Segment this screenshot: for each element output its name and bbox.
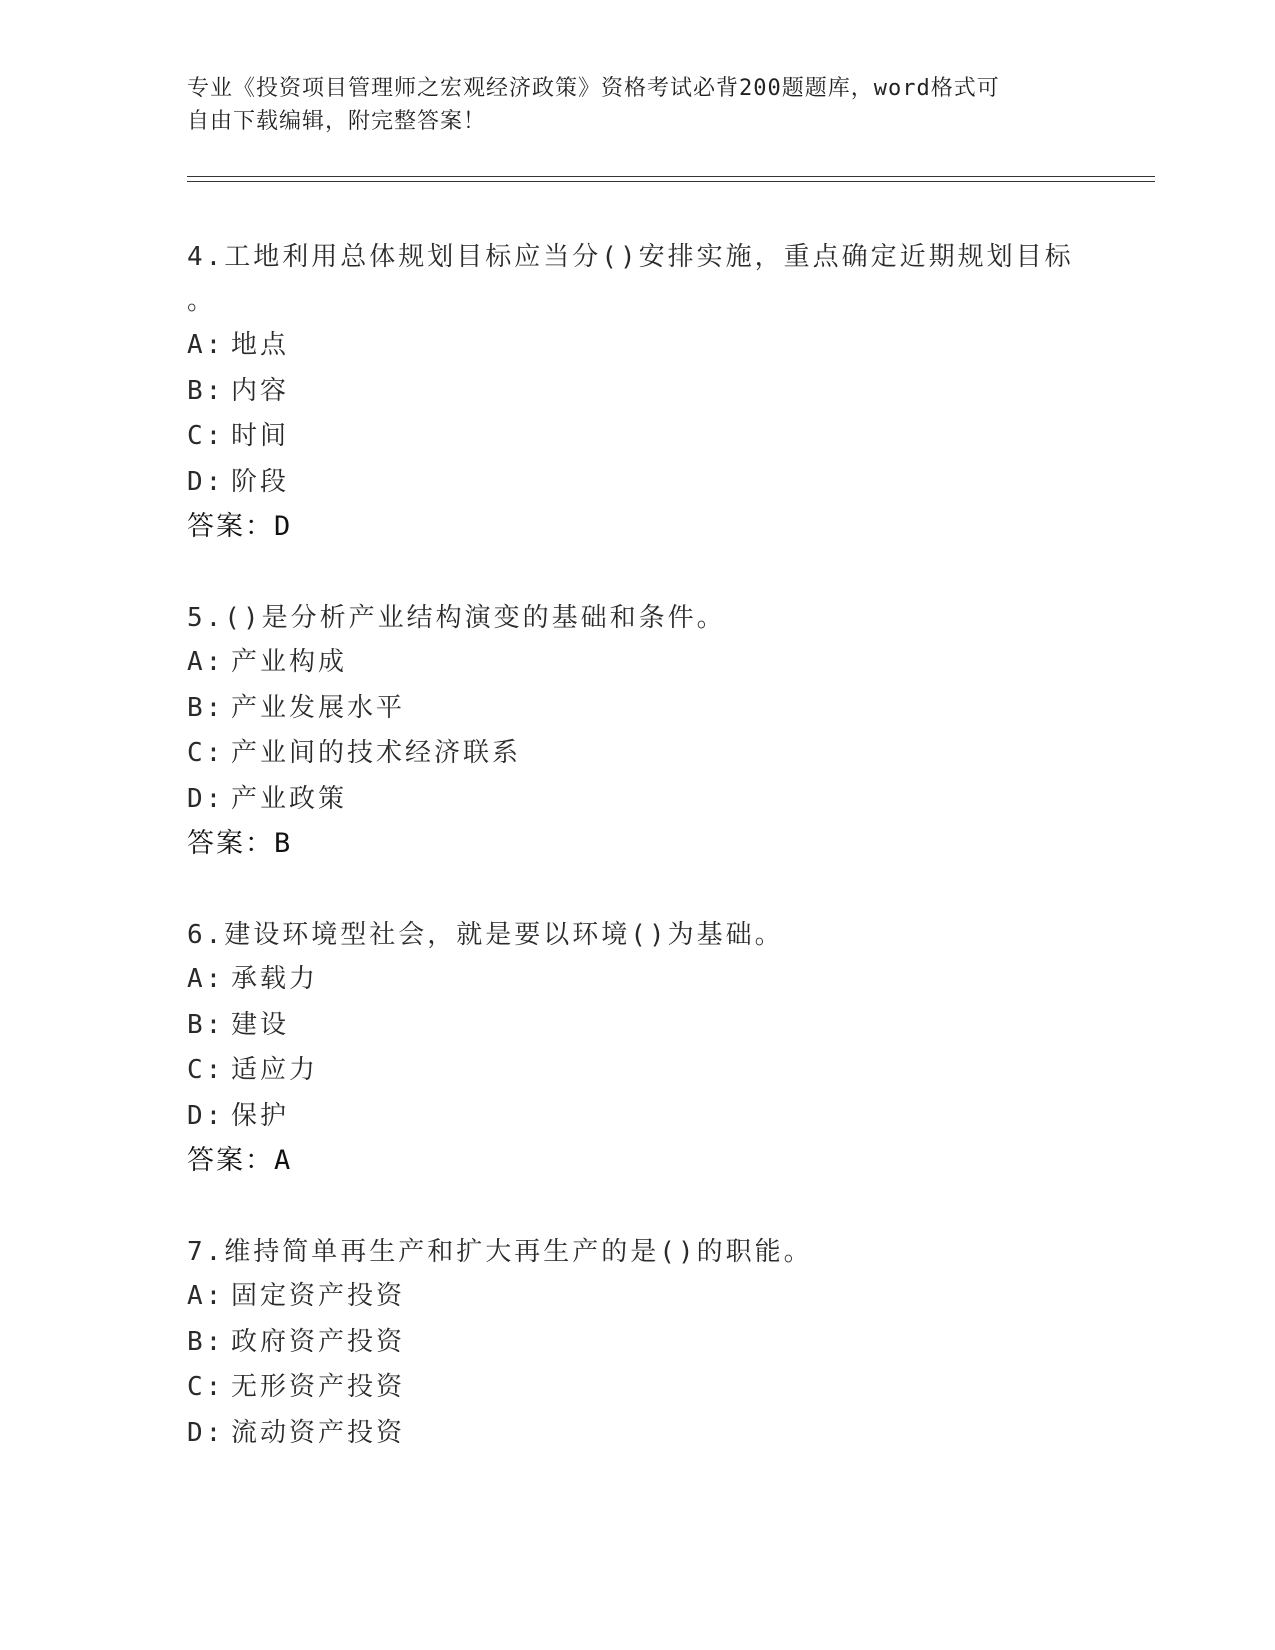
question-4 <box>187 235 1107 549</box>
option-letter: B: <box>187 375 225 406</box>
option-letter: C: <box>187 738 225 768</box>
option-letter: D: <box>187 1417 225 1448</box>
option-text: 产业政策 <box>231 783 348 814</box>
option-text: 建设 <box>231 1009 290 1040</box>
option-c <box>187 731 1107 777</box>
option-text: 保护 <box>231 1100 290 1131</box>
option-b <box>187 369 1107 415</box>
option-letter: B: <box>187 1326 225 1357</box>
option-text: 流动资产投资 <box>231 1417 406 1448</box>
option-c <box>187 414 1107 460</box>
option-c <box>187 1365 1107 1411</box>
option-letter: B: <box>187 692 225 723</box>
header-line-2: 自由下载编辑，附完整答案！ <box>187 109 487 134</box>
header-line-1: 专业《投资项目管理师之宏观经济政策》资格考试必背200题题库，word格式可 <box>187 76 1000 101</box>
answer-line <box>187 1139 1107 1183</box>
option-text: 地点 <box>231 330 290 360</box>
answer-value: B <box>274 828 293 859</box>
option-b <box>187 686 1107 732</box>
spacer <box>187 549 1107 596</box>
option-letter: A: <box>187 647 225 677</box>
spacer <box>187 866 1107 913</box>
option-text: 产业构成 <box>231 647 348 677</box>
document-header <box>187 72 1067 138</box>
option-d <box>187 460 1107 506</box>
option-d <box>187 777 1107 823</box>
option-letter: A: <box>187 1281 225 1311</box>
option-letter: C: <box>187 1055 225 1085</box>
option-b <box>187 1003 1107 1049</box>
option-letter: B: <box>187 1009 225 1040</box>
question-stem <box>187 913 1107 957</box>
option-text: 固定资产投资 <box>231 1281 406 1311</box>
answer-line <box>187 822 1107 866</box>
option-d <box>187 1411 1107 1457</box>
question-list <box>187 235 1107 1456</box>
question-7 <box>187 1230 1107 1456</box>
question-stem-text: 7.维持简单再生产和扩大再生产的是()的职能。 <box>187 1237 813 1267</box>
answer-label: 答案： <box>187 828 274 859</box>
question-6 <box>187 913 1107 1183</box>
question-stem-text: 4.工地利用总体规划目标应当分()安排实施，重点确定近期规划目标 <box>187 242 1074 272</box>
option-a <box>187 640 1107 686</box>
question-stem <box>187 235 1107 323</box>
question-stem <box>187 1230 1107 1274</box>
option-d <box>187 1094 1107 1140</box>
question-stem-text: 5.()是分析产业结构演变的基础和条件。 <box>187 603 726 633</box>
option-letter: D: <box>187 783 225 814</box>
answer-value: D <box>274 511 293 542</box>
option-letter: D: <box>187 1100 225 1131</box>
question-stem-continuation: 。 <box>187 286 217 316</box>
option-text: 产业间的技术经济联系 <box>231 738 522 768</box>
header-divider-bottom <box>187 181 1155 182</box>
option-text: 产业发展水平 <box>231 692 406 723</box>
option-text: 政府资产投资 <box>231 1326 406 1357</box>
option-letter: D: <box>187 466 225 497</box>
option-letter: C: <box>187 1372 225 1402</box>
option-a <box>187 957 1107 1003</box>
option-letter: A: <box>187 964 225 994</box>
question-5 <box>187 596 1107 866</box>
question-stem-text: 6.建设环境型社会，就是要以环境()为基础。 <box>187 920 784 950</box>
answer-line <box>187 505 1107 549</box>
header-divider-top <box>187 176 1155 177</box>
option-text: 适应力 <box>231 1055 319 1085</box>
option-text: 承载力 <box>231 964 319 994</box>
spacer <box>187 1183 1107 1230</box>
option-a <box>187 1274 1107 1320</box>
option-c <box>187 1048 1107 1094</box>
option-b <box>187 1320 1107 1366</box>
answer-value: A <box>274 1145 293 1176</box>
option-text: 内容 <box>231 375 290 406</box>
option-letter: C: <box>187 421 225 451</box>
answer-label: 答案： <box>187 1145 274 1176</box>
option-text: 阶段 <box>231 466 290 497</box>
option-text: 时间 <box>231 421 290 451</box>
option-letter: A: <box>187 330 225 360</box>
answer-label: 答案： <box>187 511 274 542</box>
option-text: 无形资产投资 <box>231 1372 406 1402</box>
option-a <box>187 323 1107 369</box>
question-stem <box>187 596 1107 640</box>
